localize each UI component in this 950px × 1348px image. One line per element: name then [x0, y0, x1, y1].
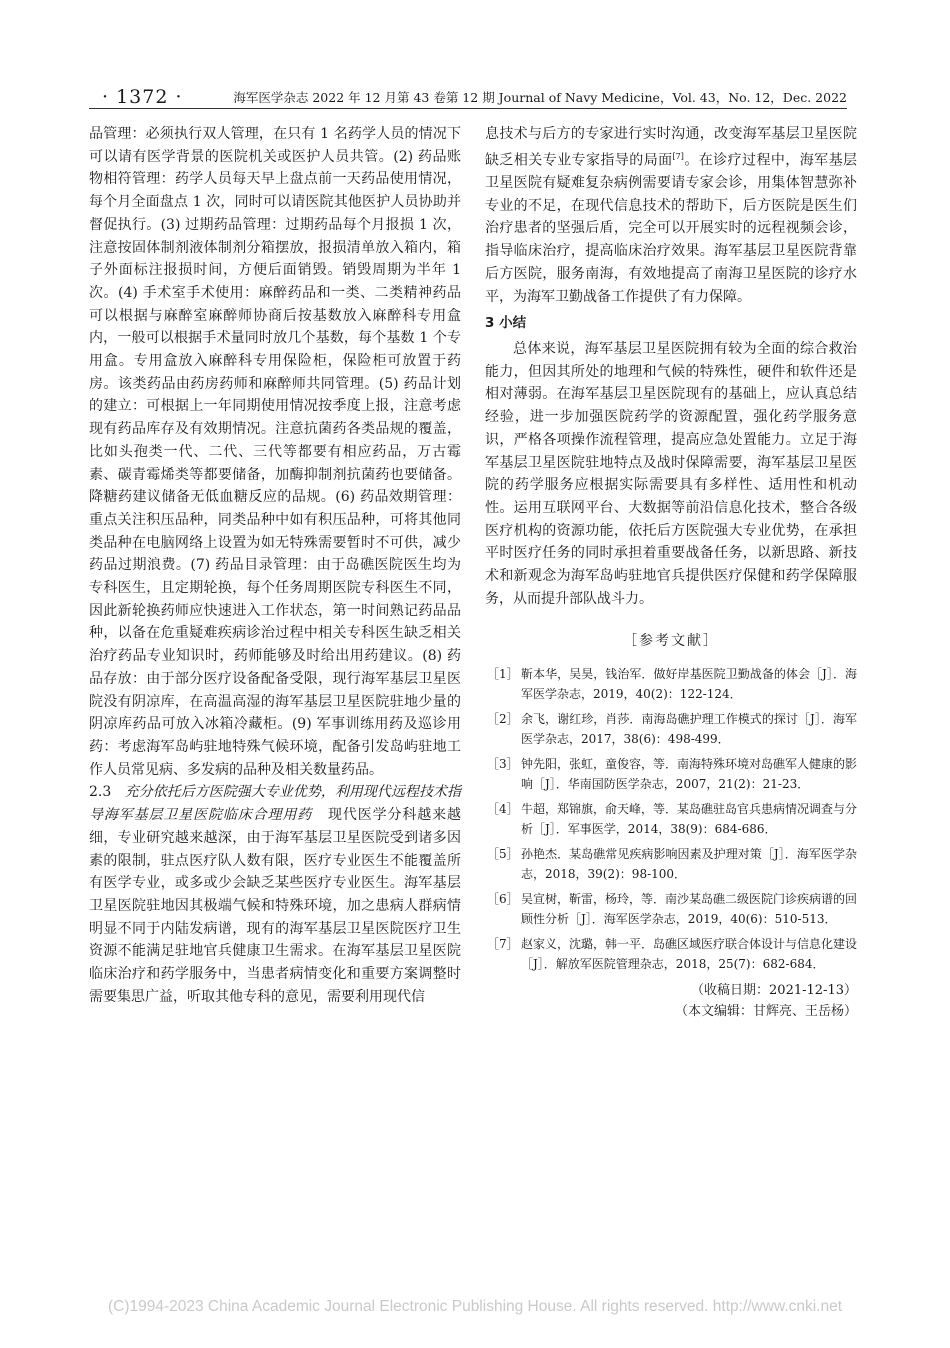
reference-text: 余飞，谢红珍，肖莎．南海岛礁护理工作模式的探讨［J］．海军医学杂志，2017，38(6)：498-499．: [521, 712, 857, 746]
copyright-watermark: (C)1994-2023 China Academic Journal Electronic Publishing House. All rights reserved. http://www.cnki.net: [107, 1298, 843, 1315]
subsection-body: 现代医学分科越来越细，专业研究越来越深，由于海军基层卫星医院受到诸多因素的限制，驻点医疗队人数有限，医疗专业医生不能覆盖所有医学专业，或多或少会缺乏某些医疗专业医生。海军基层卫星医院驻地因其极端气候和特殊环境，加之患病人群病情明显不同于内陆发病谱，现有的海军基层卫星医院医疗卫生资源不能满足驻地官兵健康卫生需求。在海军基层卫星医院临床治疗和药学服务中，当患者病情变化和重要方案调整时需要集思广益，听取其他专科的意见，需要利用现代信: [89, 807, 461, 1005]
subsection-title: 充分依托后方医院强大专业优势，利用现代远程技术指导海军基层卫星医院临床合理用药: [89, 784, 462, 824]
header-rule: [89, 108, 847, 109]
received-date: （收稿日期：2021-12-13）: [691, 983, 857, 999]
reference-item: [485, 755, 857, 794]
reference-item: [485, 890, 857, 929]
subsection-number: 2.3: [89, 784, 112, 801]
body-paragraph: 总体来说，海军基层卫星医院拥有较为全面的综合救治能力，但因其所处的地理和气候的特殊性，硬件和软件还是相对薄弱。在海军基层卫星医院现有的基础上，应认真总结经验，进一步加强医院药学的资源配置，强化药学服务意识，严格各项操作流程管理，提高应急处置能力。立足于海军基层卫星医院驻地特点及战时保障需要，海军基层卫星医院的药学服务应根据实际需要具有多样性、适用性和机动性。运用互联网平台、大数据等前沿信息化技术，整合各级医疗机构的资源功能，依托后方医院强大专业优势，在承担平时医疗任务的同时承担着重要战备任务，以新思路、新技术和新观念为海军岛屿驻地官兵提供医疗保健和药学保障服务，从而提升部队战斗力。: [485, 340, 857, 607]
reference-text: 赵家义，沈璐，韩一平．岛礁区域医疗联合体设计与信息化建设［J］．解放军医院管理杂志，2018，25(7)：682-684．: [521, 937, 858, 971]
reference-number: ［6］: [487, 892, 519, 907]
reference-number: ［4］: [487, 802, 519, 817]
paragraph-text: 息技术与后方的专家进行实时沟通，改变海军基层卫星医院缺乏相关专业专家指导的局面: [485, 126, 857, 169]
reference-number: ［5］: [487, 847, 519, 862]
reference-text: 吴宣树，靳雷，杨玲，等．南沙某岛礁二级医院门诊疾病谱的回顾性分析［J］．海军医学杂志，2019，40(6)：510-513．: [521, 892, 858, 926]
page-number: · 1372 ·: [102, 86, 183, 108]
reference-item: [485, 845, 857, 884]
paragraph-text: 。在诊疗过程中，海军基层卫星医院有疑难复杂病例需要请专家会诊，用集体智慧弥补专业的不足，在现代信息技术的帮助下，后方医院是医生们治疗患者的坚强后盾，完全可以开展实时的远程视频会诊，指导临床治疗，提高临床治疗效果。海军基层卫星医院背靠后方医院，服务南海，有效地提高了南海卫星医院的诊疗水平，为海军卫勤战备工作提供了有力保障。: [485, 152, 858, 305]
section-heading: 3 小结: [485, 315, 527, 332]
left-column: [89, 123, 461, 1008]
right-column: [485, 123, 857, 1022]
reference-text: 钟先阳，张虹，童俊容，等．南海特殊环境对岛礁军人健康的影响［J］．华南国防医学杂志，2007，21(2)：21-23．: [521, 757, 858, 791]
reference-text: 牛超，郑锦旗，俞天峰，等．某岛礁驻岛官兵患病情况调查与分析［J］．军事医学，2014，38(9)：684-686．: [521, 802, 858, 836]
reference-item: [485, 710, 857, 749]
reference-item: [485, 665, 857, 704]
journal-header: 海军医学杂志 2022 年 12 月第 43 卷第 12 期 Journal of Navy Medicine，Vol. 43，No. 12，Dec. 2022: [233, 90, 847, 105]
reference-number: ［1］: [487, 667, 519, 682]
reference-number: ［2］: [487, 712, 519, 727]
reference-list: [485, 665, 857, 974]
reference-number: ［3］: [487, 757, 519, 772]
reference-text: 靳本华，吴昊，钱治军．做好岸基医院卫勤战备的体会［J］．海军医学杂志，2019，40(2)：122-124．: [521, 667, 857, 701]
reference-text: 孙艳杰．某岛礁常见疾病影响因素及护理对策［J］．海军医学杂志，2018，39(2)：98-100．: [521, 847, 857, 881]
references-heading: ［参考文献］: [623, 633, 719, 650]
editors: （本文编辑：甘辉亮、王岳杨）: [674, 1004, 857, 1020]
body-paragraph: [485, 123, 857, 308]
body-paragraph: 品管理：必须执行双人管理，在只有 1 名药学人员的情况下可以请有医学背景的医院机关或医护人员共管。(2) 药品账物相符管理：药学人员每天早上盘点前一天药品使用情况，每个月全面盘点 1 次，同时可以请医院其他医护人员协助并督促执行。(3) 过期药品管理：过期药品每个月报损 1 次，注意按固体制剂液体制剂分箱摆放，报损清单放入箱内，箱子外面标注报损时间，方便后面销毁。销毁周期为半年 1 次。(4) 手术室手术使用：麻醉药品和一类、二类精神药品可以根据与麻醉室麻醉师协商后按基数放入麻醉科专用盒内，一般可以根据手术量同时放几个基数，每个基数 1 个专用盒。专用盒放入麻醉科专用保险柜，保险柜可放置于药房。该类药品由药房药师和麻醉师共同管理。(5) 药品计划的建立：可根据上一年同期使用情况按季度上报，注意考虑现有药品库存及有效期情况。注意抗菌药各类品规的覆盖，比如头孢类一代、二代、三代等都要有相应药品，万古霉素、碳青霉烯类等都要储备，加酶抑制剂抗菌药也要储备。降糖药建议储备无低血糖反应的品规。(6) 药品效期管理：重点关注积压品种，同类品种中如有积压品种，可将其他同类品种在电脑网络上设置为如无特殊需要暂时不可供，减少药品过期浪费。(7) 药品目录管理：由于岛礁医院医生均为专科医生，且定期轮换，每个任务周期医院专科医生不同，因此新轮换药师应快速进入工作状态，第一时间熟记药品品种，以备在危重疑难疾病诊治过程中相关专科医生缺乏相关治疗药品专业知识时，药师能够及时给出用药建议。(8) 药品存放：由于部分医疗设备配备受限，现行海军基层卫星医院没有阴凉库，在高温高湿的海军基层卫星医院驻地少量的阴凉库药品可放入冰箱冷藏柜。(9) 军事训练用药及巡诊用药：考虑海军岛屿驻地特殊气候环境，配备引发岛屿驻地工作人员常见病、多发病的品种及相关数量药品。: [89, 126, 461, 778]
citation-link[interactable]: [7]: [672, 151, 684, 161]
reference-number: ［7］: [487, 937, 519, 952]
reference-item: [485, 935, 857, 974]
reference-item: [485, 800, 857, 839]
subsection-2-3: [89, 781, 461, 1008]
